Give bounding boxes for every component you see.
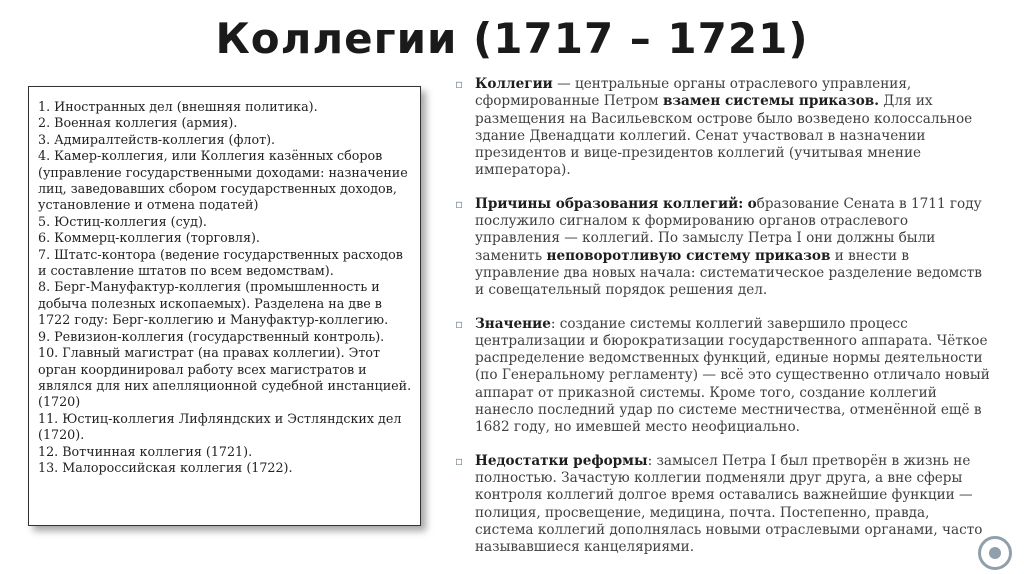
bullet-icon: ▫ xyxy=(455,77,464,91)
term-collegia: Коллегии xyxy=(475,76,553,92)
emphasis-text: взамен системы приказов. xyxy=(662,93,879,110)
term-reasons: Причины образования коллегий: xyxy=(475,195,744,212)
paragraph-reasons xyxy=(451,196,991,300)
paragraph-significance xyxy=(451,316,991,437)
list-item: 8. Берг-Мануфактур-коллегия (промышленность и xyxy=(38,279,380,295)
paragraph-text: бразование Сената в 1711 году послужило сигналом к формированию органов отраслевого управления — коллегий. По замыслу Петра I они должны были заменить xyxy=(475,195,982,264)
list-item: (1720) xyxy=(38,394,81,410)
list-item: 7. Штатс-контора (ведение государственных расходов xyxy=(38,246,403,262)
bullet-icon: ▫ xyxy=(455,453,464,468)
paragraph-text: : замысел Петра I был претворён в жизнь не полностью. Зачастую коллегии подменяли друг друга, а вне сферы контроля коллегий долгое время оставались важнейшие функции — полиция, просвещение, медицина, почта. Постепенно, правда, система коллегий дополнялась новыми отраслевыми органами, часто называвшиеся канцеляриями. xyxy=(475,452,983,556)
list-item: 13. Малороссийская коллегия (1722). xyxy=(38,459,293,475)
list-item: 3. Адмиралтейств-коллегия (флот). xyxy=(38,131,276,147)
list-item: являлся для них апелляционной судебной инстанцией. xyxy=(38,377,412,393)
emphasis-text: о xyxy=(747,195,757,212)
emphasis-text: неповоротливую систему приказов xyxy=(546,247,831,264)
bullet-icon: ▫ xyxy=(455,196,464,211)
list-item: 2. Военная коллегия (армия). xyxy=(38,115,238,131)
list-item: 12. Вотчинная коллегия (1721). xyxy=(38,443,253,459)
list-item: 5. Юстиц-коллегия (суд). xyxy=(38,213,207,229)
list-item: 6. Коммерц-коллегия (торговля). xyxy=(38,230,260,246)
bullet-icon: ▫ xyxy=(455,316,464,331)
paragraph-text: Для их размещения на Васильевском острове было возведено колоссальное здание Двенадцати коллегий. Сенат участвовал в назначении президентов и вице-президентов коллегий (учитывая мнение императора). xyxy=(475,93,973,179)
page-title: Коллегии (1717 – 1721) xyxy=(215,14,809,63)
list-item: (управление государственными доходами: назначение xyxy=(38,164,408,180)
paragraph-collegia-definition xyxy=(451,76,991,180)
list-item: 4. Камер-коллегия, или Коллегия казённых сборов xyxy=(38,148,383,164)
list-item: и составление штатов по всем ведомствам). xyxy=(38,263,334,279)
list-item: 1. Иностранных дел (внешняя политика). xyxy=(38,99,318,114)
description-column xyxy=(451,76,991,572)
paragraph-text: : создание системы коллегий завершило процесс централизации и бюрократизации государственного аппарата. Чёткое распределение ведомственных функций, единые нормы деятельности (по Генеральному регламенту) — всё это существенно отличало новый аппарат от приказной системы. Кроме того, создание коллегий нанесло последний удар по системе местничества, отменённой ещё в 1682 году, но имевшей место неофициально. xyxy=(475,315,990,436)
decorative-circle-icon xyxy=(978,536,1012,570)
list-item: 1722 году: Берг-коллегию и Мануфактур-коллегию. xyxy=(38,312,389,328)
collegia-list xyxy=(38,99,414,476)
list-item: 9. Ревизион-коллегия (государственный контроль). xyxy=(38,328,385,344)
list-item: 10. Главный магистрат (на правах коллегии). Этот xyxy=(38,345,381,361)
collegia-list-box xyxy=(28,86,421,526)
term-shortcomings: Недостатки реформы xyxy=(475,452,648,469)
list-item: добыча полезных ископаемых). Разделена на две в xyxy=(38,295,382,311)
list-item: орган координировал работу всех магистратов и xyxy=(38,361,367,377)
paragraph-shortcomings xyxy=(451,453,991,557)
term-significance: Значение xyxy=(475,315,551,332)
list-item: 11. Юстиц-коллегия Лифляндских и Эстляндских дел xyxy=(38,410,402,426)
paragraph-text: — центральные органы отраслевого управления, сформированные Петром xyxy=(475,76,912,110)
list-item: (1720). xyxy=(38,427,85,443)
list-item: лиц, заведовавших сбором государственных доходов, xyxy=(38,181,397,197)
paragraph-text: и внести в управление два новых начала: систематическое разделение ведомств и совещательный порядок решения дел. xyxy=(475,247,982,299)
list-item: установление и отмена податей) xyxy=(38,197,259,213)
